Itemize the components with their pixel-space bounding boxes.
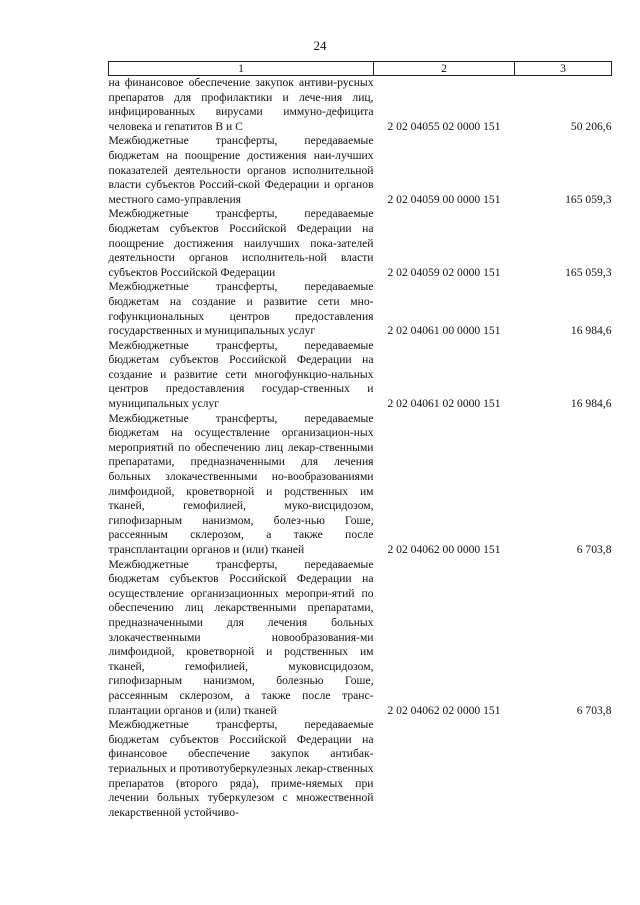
row-amount: 165 059,3 [565,192,612,206]
row-amount: 16 984,6 [570,324,612,338]
table-row [109,280,612,338]
row-code [374,718,515,820]
row-code: 2 02 04059 02 0000 151 [387,265,501,279]
row-description: Межбюджетные трансферты, передаваемые бюджетам на поощрение достижения наи-лучших показателей деятельности органов исполнительной власти субъектов Россий-ской Федерации и органов местного само-управления [108,134,374,206]
row-description: на финансовое обеспечение закупок антиви-русных препаратов для профилактики и лече-ния лиц, инфицированных вирусами иммуно-дефицита человека и гепатитов В и С [108,76,374,133]
column-header-1: 1 [109,62,374,76]
row-amount: 165 059,3 [565,265,612,279]
row-description: Межбюджетные трансферты, передаваемые бюджетам субъектов Российской Федерации на создание и развитие сети многофункцио-нальных центров предоставления государ-ственных и муниципальных услуг [108,338,374,411]
table-row [109,76,612,135]
row-code: 2 02 04062 02 0000 151 [387,703,501,717]
column-header-2: 2 [374,62,515,76]
column-header-3: 3 [515,62,612,76]
row-amount [515,718,612,820]
row-code: 2 02 04061 00 0000 151 [387,324,501,338]
row-amount: 16 984,6 [570,397,612,411]
table-header-row [109,62,612,76]
row-description: Межбюджетные трансферты, передаваемые бюджетам субъектов Российской Федерации на поощрение достижения наилучших пока-зателей деятельности органов исполнитель-ной власти субъектов Российской Федерации [108,207,374,279]
page-number: 24 [313,38,327,53]
table-row [109,718,612,820]
row-description: Межбюджетные трансферты, передаваемые бюджетам на осуществление организацион-ных мероприятий по обеспечению лиц лекар-ственными препаратами, предназначенными для лечения больных злокачественными но-вообразованиями лимфоидной, кроветворной и родственных им тканей, гемофилией, муко-висцидозом, гипофизарным нанизмом, болез-нью Гоше, рассеянным склерозом, а также после трансплантации органов и (или) тканей [108,411,374,556]
row-code: 2 02 04062 00 0000 151 [387,543,501,556]
table-row [109,412,612,558]
row-amount: 6 703,8 [576,543,612,556]
table-row [109,558,612,719]
row-description: Межбюджетные трансферты, передаваемые бюджетам субъектов Российской Федерации на финансовое обеспечение закупок антибак-териальных и противотуберкулезных лекар-ственных препаратов (второго ряда), приме-няемых при лечении больных туберкулезом с множественной лекарственной устойчиво- [108,718,374,819]
row-amount: 50 206,6 [570,119,612,133]
row-code: 2 02 04059 00 0000 151 [387,192,501,206]
row-code: 2 02 04061 02 0000 151 [387,397,501,411]
row-code: 2 02 04055 02 0000 151 [387,119,501,133]
row-description: Межбюджетные трансферты, передаваемые бюджетам субъектов Российской Федерации на осуществление организационных меропри-ятий по обеспечению лиц лекарственными препаратами, предназначенными для лечения больных злокачественными новообразования-ми лимфоидной, кроветворной и родственных им тканей, гемофилией, муковисцидозом, гипофизарным нанизмом, болезнью Гоше, рассеянным склерозом, а также после транс-плантации органов и (или) тканей [108,557,374,717]
table-row [109,339,612,412]
table-row [109,134,612,207]
row-description: Межбюджетные трансферты, передаваемые бюджетам на создание и развитие сети мно-гофункциональных центров предоставления государственных и муниципальных услуг [108,280,374,338]
row-amount: 6 703,8 [576,703,612,717]
table-row [109,207,612,280]
budget-table [108,61,612,820]
